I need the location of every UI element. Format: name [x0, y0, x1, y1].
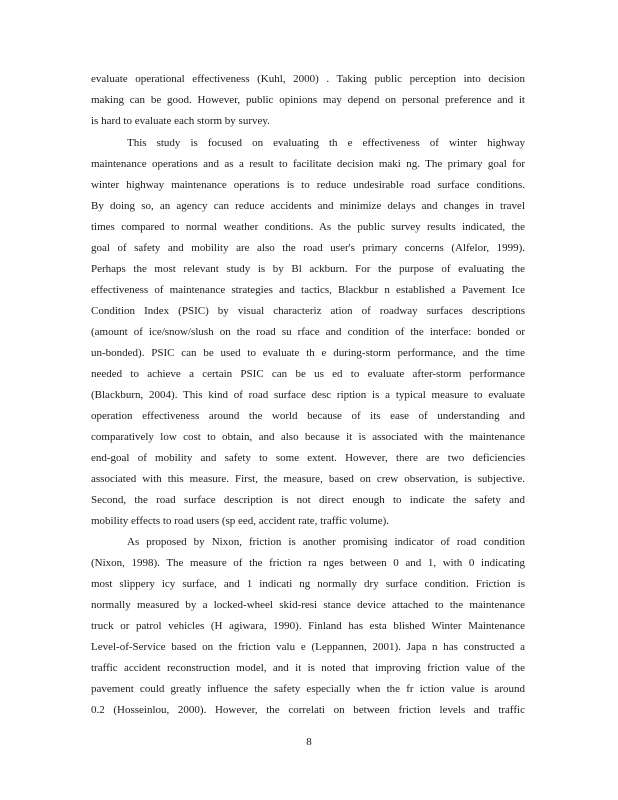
- text-line: Level-of-Service based on the friction valu e (Leppannen, 2001). Japa n has constructed a: [91, 641, 525, 653]
- text-line: operation effectiveness around the world because of its ease of understanding and: [91, 410, 525, 422]
- text-line: Second, the road surface description is not direct enough to indicate the safety and: [91, 494, 525, 506]
- text-line: traffic accident reconstruction model, and it is noted that improving friction value of the: [91, 662, 525, 674]
- text-line: 0.2 (Hosseinlou, 2000). However, the correlati on between friction levels and traffic: [91, 704, 525, 716]
- text-line: most slippery icy surface, and 1 indicati ng normally dry surface condition. Friction is: [91, 578, 525, 590]
- paragraph-first-line: As proposed by Nixon, friction is another promising indicator of road condition: [127, 536, 525, 548]
- text-line: Perhaps the most relevant study is by Bl ackburn. For the purpose of evaluating the: [91, 263, 525, 275]
- text-line: (amount of ice/snow/slush on the road su rface and condition of the interface: bonded or: [91, 326, 525, 338]
- text-line: By doing so, an agency can reduce accidents and minimize delays and changes in travel: [91, 200, 525, 212]
- text-line: needed to achieve a certain PSIC can be us ed to evaluate after-storm performance: [91, 368, 525, 380]
- text-line: (Nixon, 1998). The measure of the friction ra nges between 0 and 1, with 0 indicating: [91, 557, 525, 569]
- text-line: end-goal of mobility and safety to some extent. However, there are two deficiencies: [91, 452, 525, 464]
- text-line: making can be good. However, public opinions may depend on personal preference and it: [91, 94, 525, 106]
- text-line: truck or patrol vehicles (H agiwara, 1990). Finland has esta blished Winter Maintenance: [91, 620, 525, 632]
- text-line: evaluate operational effectiveness (Kuhl, 2000) . Taking public perception into decision: [91, 73, 525, 85]
- text-line: effectiveness of maintenance strategies and tactics, Blackbur n established a Pavement Ice: [91, 284, 525, 296]
- text-line: is hard to evaluate each storm by survey.: [91, 115, 270, 127]
- text-line: winter highway maintenance operations is to reduce undesirable road surface conditions.: [91, 179, 525, 191]
- text-line: Condition Index (PSIC) by visual characteriz ation of roadway surfaces descriptions: [91, 305, 525, 317]
- text-line: (Blackburn, 2004). This kind of road surface desc ription is a typical measure to evaluate: [91, 389, 525, 401]
- text-line: maintenance operations and as a result to facilitate decision maki ng. The primary goal for: [91, 158, 525, 170]
- paragraph-first-line: This study is focused on evaluating th e effectiveness of winter highway: [127, 137, 525, 149]
- text-line: comparatively low cost to obtain, and also because it is associated with the maintenance: [91, 431, 525, 443]
- page-number: 8: [306, 736, 312, 748]
- text-line: goal of safety and mobility are also the road user's primary concerns (Alfelor, 1999).: [91, 242, 525, 254]
- text-line: un-bonded). PSIC can be used to evaluate th e during-storm performance, and the time: [91, 347, 525, 359]
- text-line: associated with this measure. First, the measure, based on crew observation, is subjective.: [91, 473, 525, 485]
- text-line: normally measured by a locked-wheel skid-resi stance device attached to the maintenance: [91, 599, 525, 611]
- text-line: mobility effects to road users (sp eed, accident rate, traffic volume).: [91, 515, 390, 527]
- text-line: times compared to normal weather conditions. As the public survey results indicated, the: [91, 221, 525, 233]
- text-line: pavement could greatly influence the safety especially when the fr iction value is around: [91, 683, 525, 695]
